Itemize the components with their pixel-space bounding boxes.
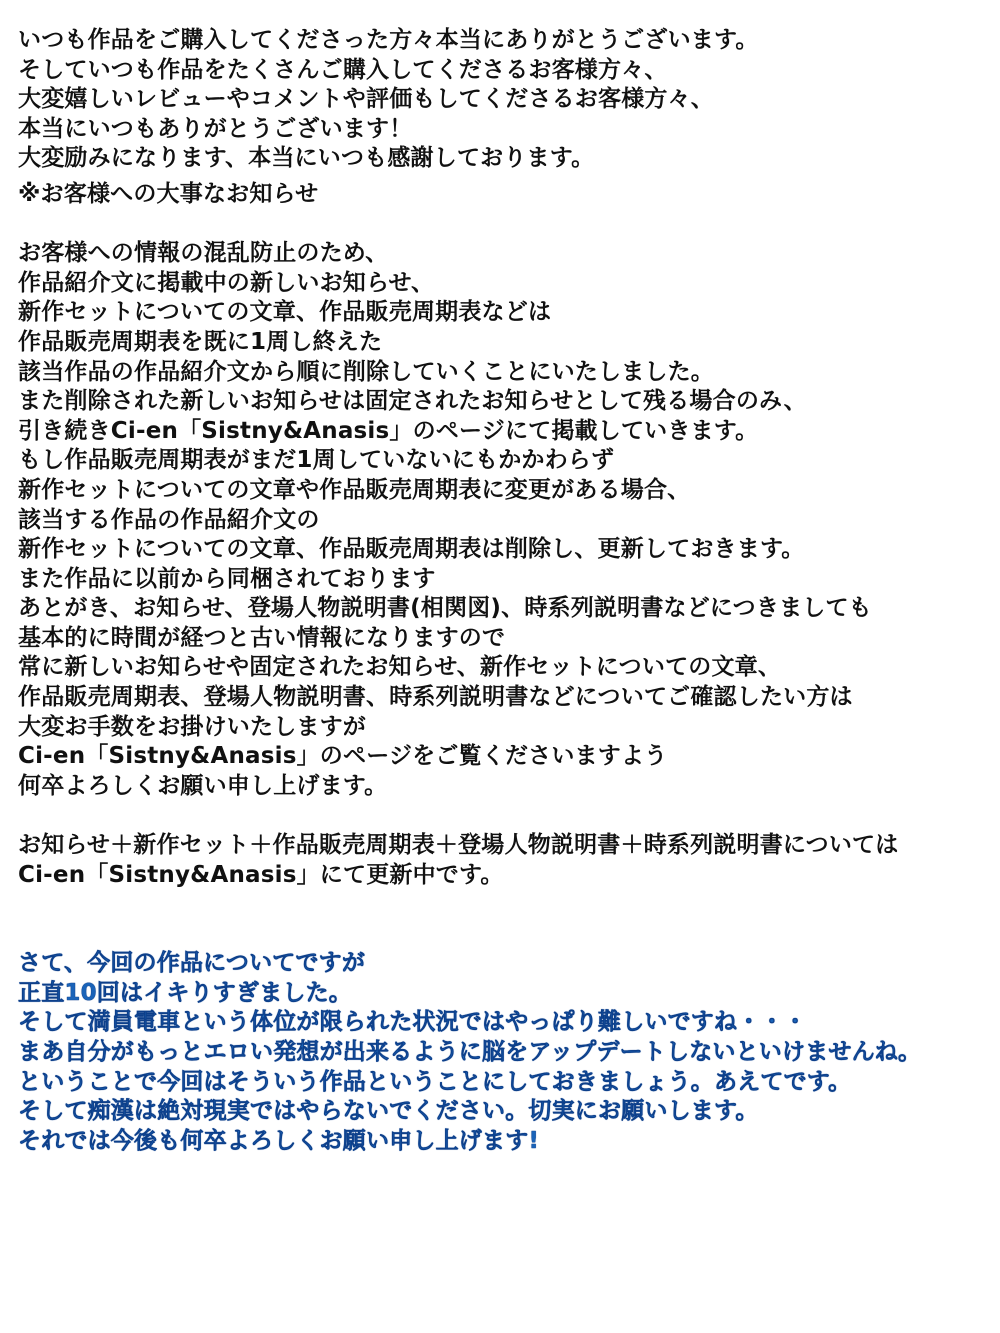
- thanks-section: [18, 26, 988, 174]
- text-line: 新作セットについての文章や作品販売周期表に変更がある場合、: [18, 476, 691, 503]
- text-line: 大変励みになります、本当にいつも感謝しております。: [18, 145, 595, 172]
- afterword-line: そして満員電車という体位が限られた状況ではやっぱり難しいですね・・・: [18, 1009, 807, 1036]
- notice-heading: ※お客様への大事なお知らせ: [18, 180, 319, 207]
- text-line: もし作品販売周期表がまだ1周していないにもかかわらず: [18, 447, 615, 474]
- text-line: 常に新しいお知らせや固定されたお知らせ、新作セットについての文章、: [18, 654, 782, 681]
- text-line: 該当する作品の作品紹介文の: [18, 506, 320, 533]
- text-line: 基本的に時間が経つと古い情報になりますので: [18, 624, 506, 651]
- afterword-section: [18, 949, 988, 1156]
- spacer: [18, 801, 988, 831]
- text-line: いつも作品をご購入してくださった方々本当にありがとうございます。: [18, 27, 759, 53]
- afterword-line: さて、今回の作品についてですが: [18, 950, 366, 977]
- text-line: 作品販売周期表を既に1周し終えた: [18, 328, 383, 355]
- update-info-section: [18, 831, 988, 890]
- text-line: そしていつも作品をたくさんご購入してくださるお客様方々、: [18, 56, 668, 83]
- text-line: 該当作品の作品紹介文から順に削除していくことにいたしました。: [18, 358, 714, 385]
- text-line: 何卒よろしくお願い申し上げます。: [18, 772, 388, 799]
- text-line: お客様への情報の混乱防止のため、: [18, 240, 389, 267]
- text-line: 大変嬉しいレビューやコメントや評価もしてくださるお客様方々、: [18, 86, 714, 113]
- text-line: お知らせ＋新作セット＋作品販売周期表＋登場人物説明書＋時系列説明書については: [18, 832, 899, 859]
- text-line: 新作セットについての文章、作品販売周期表などは: [18, 299, 552, 326]
- text-line: 引き続きCi-en「Sistny&Anasis」のページにて掲載していきます。: [18, 417, 759, 444]
- afterword-line: 正直10回はイキりすぎました。: [18, 979, 353, 1006]
- spacer: [18, 890, 988, 949]
- afterword-line: まあ自分がもっとエロい発想が出来るように脳をアップデートしないといけませんね。: [18, 1039, 922, 1065]
- document-page: [18, 26, 988, 1156]
- text-line: Ci-en「Sistny&Anasis」のページをご覧くださいますよう: [18, 743, 668, 770]
- text-line: あとがき、お知らせ、登場人物説明書(相関図)、時系列説明書などにつきましても: [18, 595, 872, 622]
- text-line: Ci-en「Sistny&Anasis」にて更新中です。: [18, 861, 504, 888]
- text-line: 作品紹介文に掲載中の新しいお知らせ、: [18, 269, 435, 296]
- spacer: [18, 210, 988, 240]
- text-line: 新作セットについての文章、作品販売周期表は削除し、更新しておきます。: [18, 536, 805, 563]
- text-line: また削除された新しいお知らせは固定されたお知らせとして残る場合のみ、: [18, 388, 807, 415]
- afterword-line: ということで今回はそういう作品ということにしておきましょう。あえてです。: [18, 1068, 852, 1095]
- text-line: 本当にいつもありがとうございます！: [18, 115, 413, 142]
- text-line: また作品に以前から同梱されております: [18, 565, 436, 592]
- text-line: 大変お手数をお掛けいたしますが: [18, 713, 366, 740]
- afterword-line: それでは今後も何卒よろしくお願い申し上げます!: [18, 1127, 540, 1154]
- afterword-line: そして痴漢は絶対現実ではやらないでください。切実にお願いします。: [18, 1098, 759, 1125]
- notice-section: [18, 180, 988, 801]
- text-line: 作品販売周期表、登場人物説明書、時系列説明書などについてご確認したい方は: [18, 684, 853, 711]
